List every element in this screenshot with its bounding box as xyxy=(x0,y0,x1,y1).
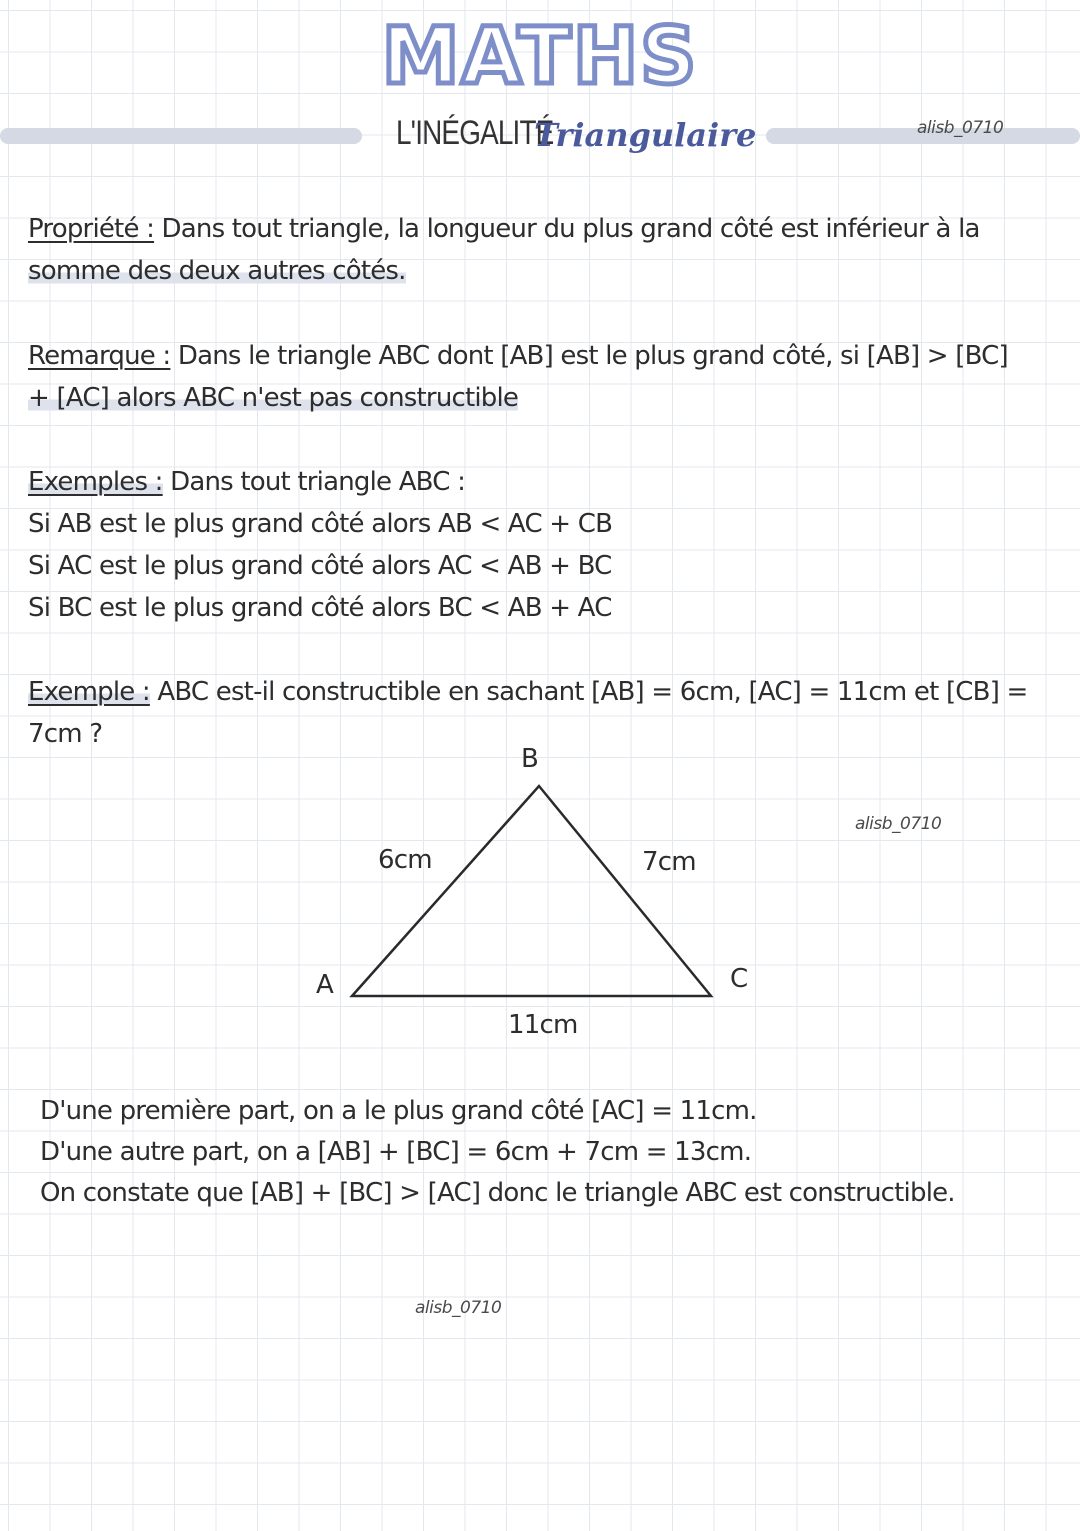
side-bc-label: 7cm xyxy=(642,847,696,877)
remarque-line2: + [AC] alors ABC n'est pas constructible xyxy=(28,383,519,413)
exemples-line: Si AC est le plus grand côté alors AC < AB + BC xyxy=(28,551,612,581)
subtitle-script: Triangulaire xyxy=(534,116,757,154)
exemples-line: Si AB est le plus grand côté alors AB < AC + CB xyxy=(28,509,613,539)
vertex-a-label: A xyxy=(316,970,333,1000)
exemple-label: Exemple : xyxy=(28,677,150,707)
side-ac-label: 11cm xyxy=(508,1010,578,1040)
propriete-label: Propriété : xyxy=(28,214,155,244)
exemple-line1: ABC est-il constructible en sachant [AB] = 6cm, [AC] = 11cm et [CB] = xyxy=(157,677,1028,707)
propriete-line2: somme des deux autres côtés. xyxy=(28,256,406,286)
exemples-line: Si BC est le plus grand côté alors BC < AB + AC xyxy=(28,593,612,623)
exemples-label: Exemples : xyxy=(28,467,163,497)
header-handle: alisb_0710 xyxy=(917,118,1004,138)
side-ab-label: 6cm xyxy=(378,845,432,875)
page-title: MATHS xyxy=(381,12,699,102)
vertex-c-label: C xyxy=(730,964,748,994)
remarque-line1: Dans le triangle ABC dont [AB] est le plus grand côté, si [AB] > [BC] xyxy=(177,341,1008,371)
remarque-label: Remarque : xyxy=(28,341,171,371)
triangle-abc xyxy=(352,786,711,996)
vertex-b-label: B xyxy=(521,744,539,774)
conclusion-block xyxy=(40,1091,1060,1214)
exemples-intro: Dans tout triangle ABC : xyxy=(170,467,466,497)
footer-handle: alisb_0710 xyxy=(415,1298,502,1318)
conclusion-line3: On constate que [AB] + [BC] > [AC] donc le triangle ABC est constructible. xyxy=(40,1178,955,1208)
conclusion-line2: D'une autre part, on a [AB] + [BC] = 6cm + 7cm = 13cm. xyxy=(40,1137,752,1167)
diagram-handle: alisb_0710 xyxy=(855,814,942,834)
conclusion-line1: D'une première part, on a le plus grand côté [AC] = 11cm. xyxy=(40,1096,757,1126)
subtitle: L'INÉGALITÉ xyxy=(396,114,554,152)
exemple-line2: 7cm ? xyxy=(28,719,103,749)
propriete-line1: Dans tout triangle, la longueur du plus grand côté est inférieur à la xyxy=(161,214,980,244)
